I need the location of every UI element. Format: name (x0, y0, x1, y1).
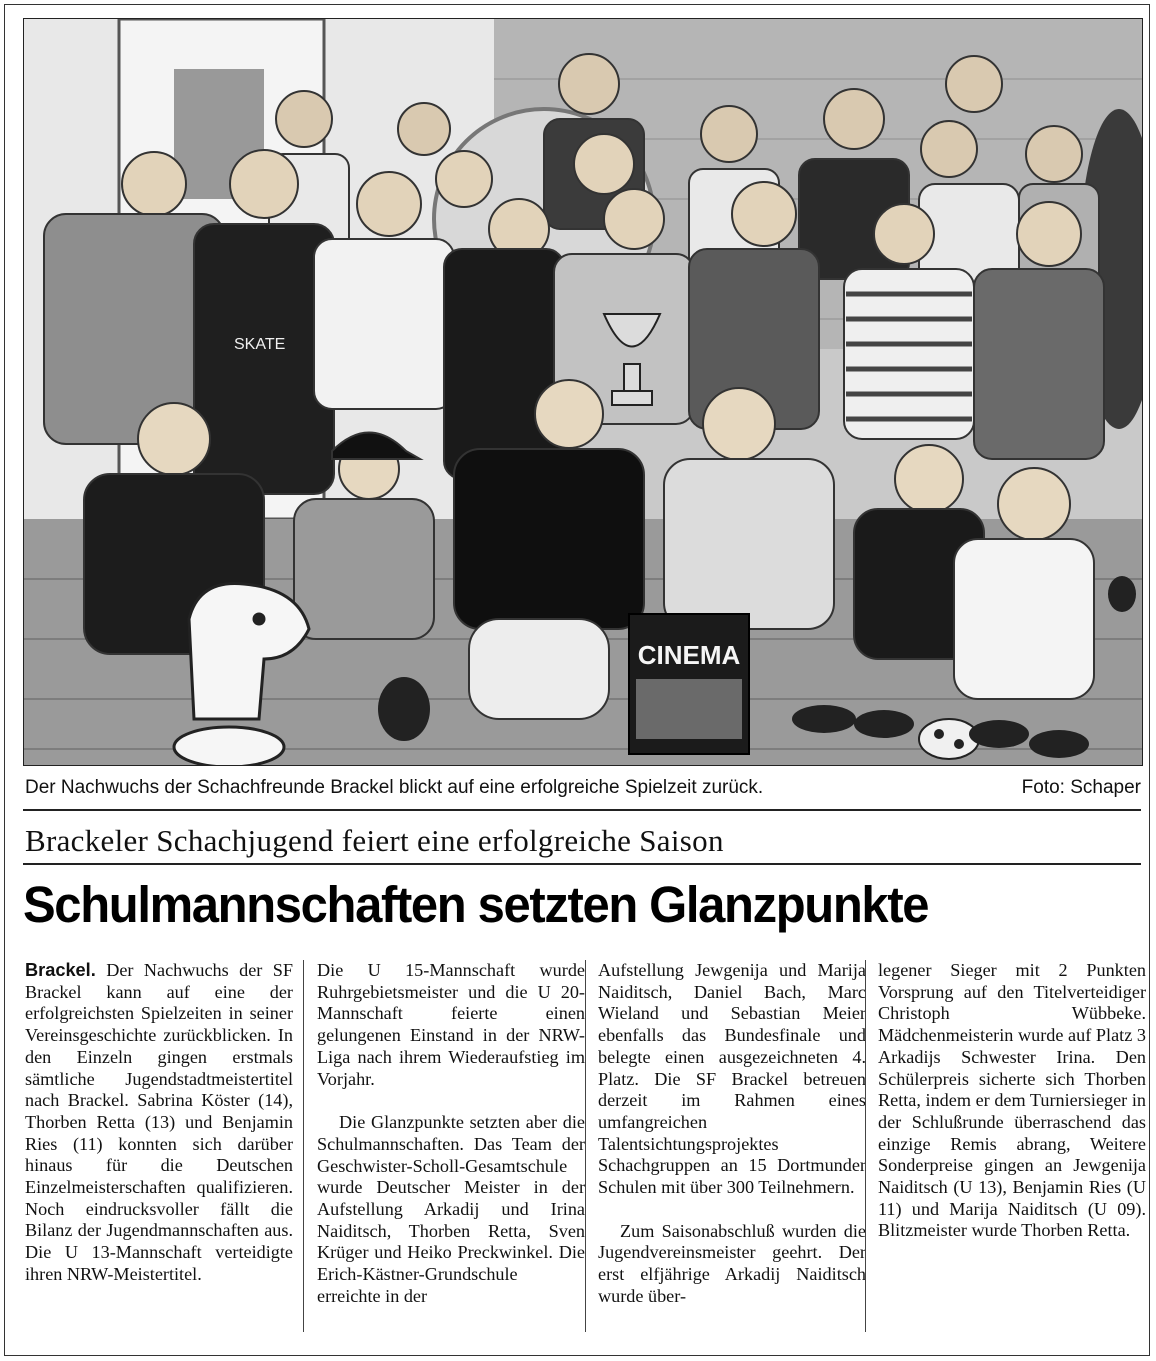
paragraph: Aufstellung Jewgenija und Marija Naiditsch, Daniel Bach, Marc Wieland und Sebastian Meier ebenfalls das Bundesfinale und belegte einen ausgezeichneten 4. Platz. Die SF Brackel betreuen derzeit im Rahmen eines umfangreichen Talentsichtungsprojektes Schachgruppen an 15 Dortmunder Schulen mit über 300 Teilnehmern. (598, 960, 866, 1198)
paragraph: legener Sieger mit 2 Punkten Vorsprung auf den Titelverteidiger Christoph Wübbeke. Mädchenmeisterin wurde auf Platz 3 Arkadijs Schwester Irina. Den Schülerpreis sicherte sich Thorben Retta, indem er dem Turniersieger in der Schlußrunde überraschend das einzige Remis abrang, Weitere Sonderpreise gingen an Jewgenija Naiditsch (U 13), Benjamin Ries (U 11) und Marija Naiditsch (U 09). Blitzmeister wurde Thorben Retta. (878, 960, 1146, 1241)
article-headline: Schulmannschaften setzten Glanzpunkte (23, 876, 929, 933)
dog-toy (919, 719, 979, 759)
caption-divider (23, 809, 1141, 811)
caption-text: Der Nachwuchs der Schachfreunde Brackel blickt auf eine erfolgreiche Spielzeit zurück. (25, 777, 764, 798)
shirt-text: SKATE (234, 336, 286, 353)
column-divider (303, 960, 304, 1332)
cinema-poster (629, 614, 749, 754)
article-column-1 (25, 960, 293, 1286)
newspaper-clipping (4, 4, 1150, 1356)
group-photo (23, 18, 1143, 766)
kicker-divider (23, 863, 1141, 865)
article-kicker: Brackeler Schachjugend feiert eine erfolgreiche Saison (25, 823, 724, 858)
article-column-2 (317, 960, 585, 1308)
photo-credit: Foto: Schaper (1021, 777, 1141, 798)
column-divider (585, 960, 586, 1332)
cinema-sign: CINEMA (637, 640, 741, 670)
paragraph-text: Der Nachwuchs der SF Brackel kann auf eine der erfolgreichsten Spielzeiten in seiner Vereinsgeschichte zurückblicken. In den Einzeln gingen erstmals sämtliche Jugendstadtmeistertitel nach Brackel. Sabrina Köster (14), Thorben Retta (13) und Benjamin Ries (11) konnten sich darüber hinaus für die Deutschen Einzelmeisterschaften qualifizieren. Noch eindrucksvoller fällt die Bilanz der Jugendmannschaften aus. Die U 13-Mannschaft verteidigte ihren NRW-Meistertitel. (25, 960, 294, 1284)
dateline: Brackel. (25, 960, 96, 980)
paragraph (25, 960, 293, 1286)
paragraph: Die U 15-Mannschaft wurde Ruhrgebietsmeister und die U 20-Mannschaft feierte einen gelungenen Einstand in der NRW-Liga nach ihrem Wiederaufstieg im Vorjahr. (317, 960, 585, 1089)
article-column-4 (878, 960, 1146, 1242)
photo-caption (23, 775, 1141, 805)
column-divider (865, 960, 866, 1332)
group-photo-illustration (24, 19, 1142, 765)
paragraph: Die Glanzpunkte setzten aber die Schulmannschaften. Das Team der Geschwister-Scholl-Gesamtschule wurde Deutscher Meister in der Aufstellung Arkadij und Irina Naiditsch, Thorben Retta, Sven Krüger und Heiko Preckwinkel. Die Erich-Kästner-Grundschule erreichte in der (317, 1112, 585, 1306)
article-column-3 (598, 960, 866, 1308)
paragraph: Zum Saisonabschluß wurden die Jugendvereinsmeister geehrt. Der erst elfjährige Arkadij Naiditsch wurde über- (598, 1220, 866, 1306)
